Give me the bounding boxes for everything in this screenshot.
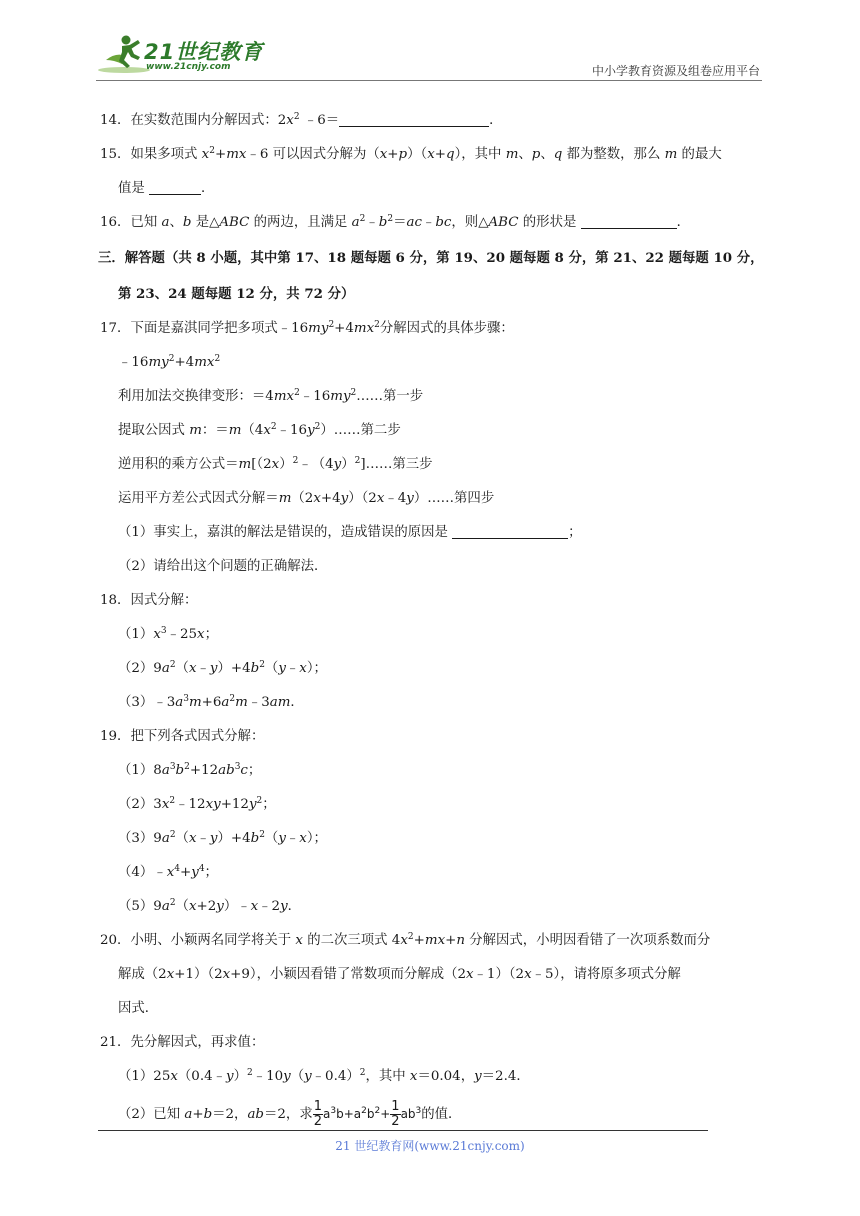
question-16: 16．已知 a、b 是△ABC 的两边，且满足 $a^2﹣b^2=ac﹣bc$，则△ABC 的形状是 ． (100, 214, 691, 230)
q17-part-1: （1）事实上，嘉淇的解法是错误的，造成错误的原因是 ； (118, 525, 582, 540)
q17-part-2: （2）请给出这个问题的正确解法． (118, 559, 328, 574)
q21-item-2: （2）已知 a+b＝2，ab＝2，求 $\frac{1}{2}$ $a^3b+a^2b^2+$ $\frac{1}{2}$ $ab^3$的值． (118, 1099, 462, 1129)
q17-step-3: 逆用积的乘方公式$=m[(2x)^2﹣(4y)^2]\dots\dots$第三步 (118, 456, 433, 472)
answer-blank (339, 112, 489, 127)
fraction-half: $\frac{1}{2}$ (313, 1099, 322, 1129)
answer-blank (452, 524, 568, 539)
q21-item-1: （1）25x（0.4﹣y）$^2$﹣10y（y﹣0.4）$^2$，其中 x＝0.04，y＝2.4． (118, 1068, 530, 1084)
question-18: 18．因式分解： (100, 593, 198, 608)
header-divider (96, 80, 762, 81)
page-header (96, 30, 762, 80)
q19-item-1: $(1)8a^3b^2+12ab^3c$； (118, 762, 262, 778)
platform-name: 中小学教育资源及组卷应用平台 (591, 64, 760, 78)
q18-item-3: $(3)﹣3a^3m+6a^2m﹣3am$． (118, 694, 304, 710)
q18-item-2: $(2)9a^2(x﹣y)+4b^2(y﹣x)$； (118, 660, 327, 676)
logo-text: 21世纪教育 (144, 40, 264, 64)
document-body (100, 104, 770, 1134)
q19-item-2: $(2)3x^2﹣12xy+12y^2$； (118, 796, 276, 812)
question-15: 15．如果多项式 $x^2+mx﹣6$ 可以因式分解为（x+p）（x+q），其中 m、p、q 都为整数，那么 m 的最大 (100, 146, 722, 162)
logo (96, 30, 266, 76)
q17-step-4: 运用平方差公式因式分解＝m（2x+4y）（2x﹣4y）……第四步 (118, 491, 495, 506)
question-14: 14．在实数范围内分解因式：$2x^2$ ﹣6＝ ． (100, 112, 503, 128)
q19-item-5: $(5)9a^2(x+2y)﹣x﹣2y$． (118, 898, 302, 914)
question-20-cont: 解成（2x+1）（2x+9），小颖因看错了常数项而分解成（2x﹣1）（2x﹣5），请将原多项式分解 (118, 967, 681, 982)
question-21: 21．先分解因式，再求值： (100, 1035, 265, 1050)
fraction-half: $\frac{1}{2}$ (391, 1099, 400, 1129)
answer-blank (149, 180, 201, 195)
question-20-cont-2: 因式． (118, 1001, 159, 1016)
q18-item-1: $(1)x^3﹣25x$； (118, 626, 218, 642)
answer-blank (581, 214, 677, 229)
question-17: 17．下面是嘉淇同学把多项式$﹣16my^2+4mx^2$分解因式的具体步骤： (100, 320, 514, 336)
logo-url: www.21cnjy.com (146, 62, 231, 72)
question-19: 19．把下列各式因式分解： (100, 729, 265, 744)
q19-item-4: $(4)﹣x^4+y^4$； (118, 864, 218, 880)
question-15-cont: 值是 ． (118, 181, 215, 196)
question-20: 20．小明、小颖两名同学将关于 x 的二次三项式 $4x^2+mx+n$ 分解因式，小明因看错了一次项系数而分 (100, 932, 711, 948)
footer-divider (98, 1130, 708, 1131)
q17-step-0: $﹣16my^2+4mx^2$ (118, 354, 221, 370)
section-3-title-cont: 第 23、24 题每题 12 分，共 72 分） (118, 286, 355, 302)
footer-text: 21 世纪教育网(www.21cnjy.com) (335, 1139, 525, 1153)
q17-step-1: 利用加法交换律变形：$=4mx^2﹣16my^2\dots\dots$第一步 (118, 388, 424, 404)
q19-item-3: $(3)9a^2(x﹣y)+4b^2(y﹣x)$； (118, 830, 327, 846)
q17-step-2: 提取公因式 m：$=m(4x^2﹣16y^2)\dots\dots$第二步 (118, 422, 401, 438)
section-3-title: 三．解答题（共 8 小题，其中第 17、18 题每题 6 分，第 19、20 题每题 8 分，第 21、22 题每题 10 分， (98, 250, 764, 266)
